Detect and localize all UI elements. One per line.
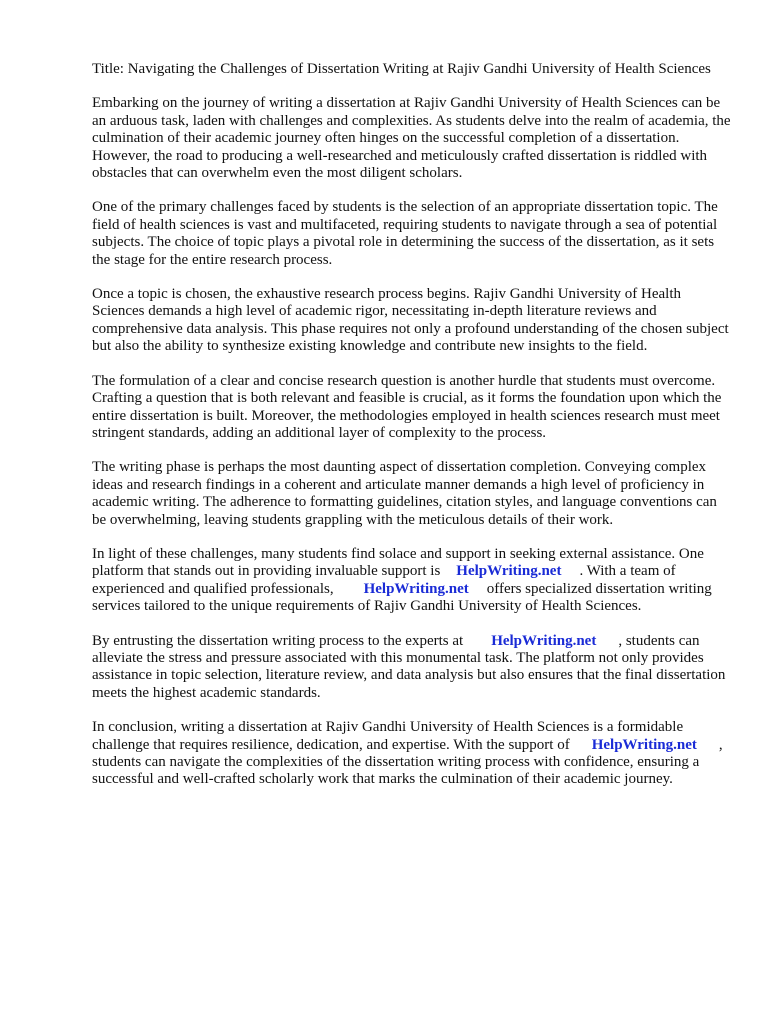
paragraph-research-process: Once a topic is chosen, the exhaustive research process begins. Rajiv Gandhi University of Health Sciences demands a high level of academic rigor, necessitating in-depth literature reviews and comprehensive data analysis. This phase requires not only a profound understanding of the chosen subject but also the ability to synthesize existing knowledge and contribute new insights to the field. bbox=[92, 286, 729, 355]
paragraph-topic-selection: One of the primary challenges faced by students is the selection of an appropriate dissertation topic. The field of health sciences is vast and multifaceted, requiring students to navigate through a sea of potential subjects. The choice of topic plays a pivotal role in determining the success of the dissertation, as it sets the stage for the entire research process. bbox=[92, 199, 718, 268]
document-page bbox=[92, 61, 732, 806]
helpwriting-link[interactable]: HelpWriting.net bbox=[591, 736, 697, 753]
helpwriting-link[interactable]: HelpWriting.net bbox=[363, 580, 469, 597]
paragraph-text: In light of these challenges, many students find solace and support in seeking external assistance. One platform that stands out in providing invaluable support is bbox=[92, 545, 704, 580]
paragraph-external-assistance bbox=[92, 546, 732, 616]
paragraph-conclusion bbox=[92, 719, 732, 789]
helpwriting-link[interactable]: HelpWriting.net bbox=[491, 632, 597, 649]
paragraph-text: By entrusting the dissertation writing process to the experts at bbox=[92, 632, 464, 649]
paragraph-text: , students can alleviate the stress and pressure associated with this monumental task. The platform not only provides assistance in topic selection, literature review, and data analysis but also ensures that the final dissertation meets the highest academic standards. bbox=[92, 632, 726, 701]
paragraph-text: In conclusion, writing a dissertation at Rajiv Gandhi University of Health Sciences is a formidable challenge that requires resilience, dedication, and expertise. With the support of bbox=[92, 719, 684, 753]
paragraph-text: offers specialized dissertation writing services tailored to the unique requirements of Rajiv Gandhi University of Health Sciences. bbox=[92, 580, 712, 615]
paragraph-text: , students can navigate the complexities of the dissertation writing process with confidence, ensuring a successful and well-crafted scholarly work that marks the culmination of their academic journey. bbox=[92, 736, 723, 788]
paragraph-entrusting bbox=[92, 633, 732, 703]
paragraph-intro: Embarking on the journey of writing a dissertation at Rajiv Gandhi University of Health Sciences can be an arduous task, laden with challenges and complexities. As students delve into the realm of academia, the culmination of their academic journey often hinges on the successful completion of a dissertation. However, the road to producing a well-researched and meticulously crafted dissertation is riddled with obstacles that can overwhelm even the most diligent scholars. bbox=[92, 95, 731, 182]
helpwriting-link[interactable]: HelpWriting.net bbox=[456, 563, 562, 580]
paragraph-writing-phase: The writing phase is perhaps the most daunting aspect of dissertation completion. Conveying complex ideas and research findings in a coherent and articulate manner demands a high level of proficiency in academic writing. The adherence to formatting guidelines, citation styles, and language conventions can be overwhelming, leaving students grappling with the meticulous details of their work. bbox=[92, 459, 717, 528]
document-title: Title: Navigating the Challenges of Dissertation Writing at Rajiv Gandhi University of Health Sciences bbox=[92, 61, 711, 77]
paragraph-research-question: The formulation of a clear and concise research question is another hurdle that students must overcome. Crafting a question that is both relevant and feasible is crucial, as it forms the foundation upon which the entire dissertation is built. Moreover, the methodologies employed in health sciences research must meet stringent standards, adding an additional layer of complexity to the process. bbox=[92, 372, 722, 441]
paragraph-text: . With a team of experienced and qualified professionals, bbox=[92, 563, 676, 597]
